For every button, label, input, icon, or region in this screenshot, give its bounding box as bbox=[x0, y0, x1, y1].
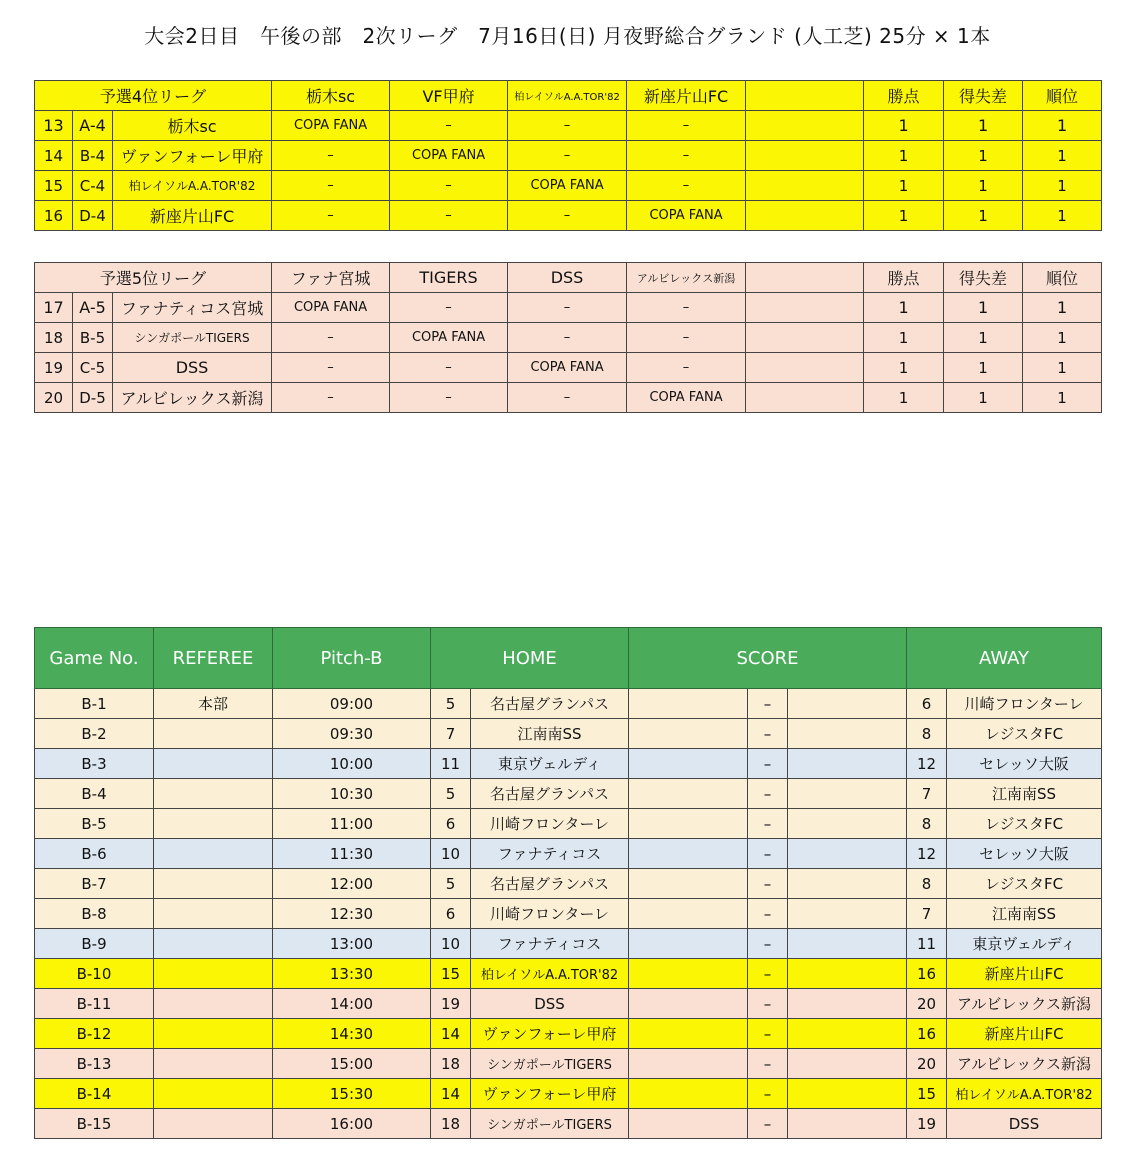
away-team-name: アルビレックス新潟 bbox=[947, 989, 1102, 1019]
home-score[interactable] bbox=[629, 809, 748, 839]
schedule-table bbox=[34, 627, 1102, 1139]
pitch-header: Pitch-B bbox=[273, 628, 431, 689]
result-cell bbox=[746, 293, 864, 323]
league4-diff-header: 得失差 bbox=[944, 81, 1023, 111]
league5-col: アルビレックス新潟 bbox=[627, 263, 746, 293]
kickoff-time: 13:30 bbox=[273, 959, 431, 989]
game-number: B-14 bbox=[35, 1079, 154, 1109]
game-number: B-2 bbox=[35, 719, 154, 749]
result-cell: – bbox=[627, 323, 746, 353]
match-row bbox=[35, 779, 1102, 809]
away-team-number: 12 bbox=[907, 749, 947, 779]
points-cell: 1 bbox=[864, 171, 944, 201]
result-cell: – bbox=[272, 383, 390, 413]
league4-table bbox=[34, 80, 1102, 231]
team-name: 栃木sc bbox=[113, 111, 272, 141]
referee-cell bbox=[154, 839, 273, 869]
result-cell: – bbox=[508, 201, 627, 231]
result-cell: COPA FANA bbox=[508, 353, 627, 383]
referee-cell bbox=[154, 809, 273, 839]
result-cell: – bbox=[272, 141, 390, 171]
result-cell: – bbox=[627, 141, 746, 171]
team-name: 柏レイソルA.A.TOR'82 bbox=[113, 171, 272, 201]
score-separator: – bbox=[748, 899, 788, 929]
league5-row bbox=[35, 353, 1102, 383]
rank-cell: 1 bbox=[1023, 141, 1102, 171]
diff-cell: 1 bbox=[944, 383, 1023, 413]
score-separator: – bbox=[748, 779, 788, 809]
result-cell: – bbox=[390, 383, 508, 413]
result-cell: COPA FANA bbox=[627, 201, 746, 231]
score-separator: – bbox=[748, 989, 788, 1019]
referee-header: REFEREE bbox=[154, 628, 273, 689]
home-team-name: DSS bbox=[471, 989, 629, 1019]
league4-heading: 予選4位リーグ bbox=[35, 81, 272, 111]
points-cell: 1 bbox=[864, 141, 944, 171]
away-team-number: 8 bbox=[907, 719, 947, 749]
away-team-name: 新座片山FC bbox=[947, 959, 1102, 989]
league5-rank-header: 順位 bbox=[1023, 263, 1102, 293]
result-cell: – bbox=[390, 293, 508, 323]
rank-cell: 1 bbox=[1023, 111, 1102, 141]
game-number: B-1 bbox=[35, 689, 154, 719]
referee-cell bbox=[154, 989, 273, 1019]
result-cell: – bbox=[390, 353, 508, 383]
match-row bbox=[35, 839, 1102, 869]
home-score[interactable] bbox=[629, 779, 748, 809]
score-separator: – bbox=[748, 749, 788, 779]
away-score[interactable] bbox=[788, 899, 907, 929]
game-no-header: Game No. bbox=[35, 628, 154, 689]
match-row bbox=[35, 1019, 1102, 1049]
referee-cell bbox=[154, 1049, 273, 1079]
result-cell: – bbox=[508, 111, 627, 141]
match-row bbox=[35, 689, 1102, 719]
away-team-number: 8 bbox=[907, 809, 947, 839]
home-score[interactable] bbox=[629, 929, 748, 959]
kickoff-time: 12:30 bbox=[273, 899, 431, 929]
rank-cell: 1 bbox=[1023, 293, 1102, 323]
team-number: 18 bbox=[35, 323, 73, 353]
score-separator: – bbox=[748, 929, 788, 959]
result-cell bbox=[746, 111, 864, 141]
referee-cell: 本部 bbox=[154, 689, 273, 719]
away-score[interactable] bbox=[788, 689, 907, 719]
match-row bbox=[35, 1109, 1102, 1139]
home-team-number: 10 bbox=[431, 929, 471, 959]
match-row bbox=[35, 719, 1102, 749]
home-header: HOME bbox=[431, 628, 629, 689]
away-score[interactable] bbox=[788, 779, 907, 809]
league4-col: 新座片山FC bbox=[627, 81, 746, 111]
result-cell: COPA FANA bbox=[272, 293, 390, 323]
page-title: 大会2日目 午後の部 2次リーグ 7月16日(日) 月夜野総合グランド (人工芝) 25分 × 1本 bbox=[144, 24, 991, 48]
home-team-name: 名古屋グランパス bbox=[471, 689, 629, 719]
kickoff-time: 11:30 bbox=[273, 839, 431, 869]
away-score[interactable] bbox=[788, 929, 907, 959]
team-name: ヴァンフォーレ甲府 bbox=[113, 141, 272, 171]
points-cell: 1 bbox=[864, 111, 944, 141]
league4-row bbox=[35, 171, 1102, 201]
result-cell: – bbox=[390, 201, 508, 231]
team-name: DSS bbox=[113, 353, 272, 383]
home-team-number: 5 bbox=[431, 779, 471, 809]
league4-header-row bbox=[35, 81, 1102, 111]
referee-cell bbox=[154, 1109, 273, 1139]
match-row bbox=[35, 809, 1102, 839]
kickoff-time: 14:00 bbox=[273, 989, 431, 1019]
group-code: C-5 bbox=[73, 353, 113, 383]
league5-row bbox=[35, 383, 1102, 413]
result-cell: – bbox=[627, 171, 746, 201]
result-cell: – bbox=[508, 383, 627, 413]
home-score[interactable] bbox=[629, 719, 748, 749]
team-number: 14 bbox=[35, 141, 73, 171]
referee-cell bbox=[154, 959, 273, 989]
diff-cell: 1 bbox=[944, 323, 1023, 353]
result-cell: – bbox=[272, 201, 390, 231]
home-team-name: ヴァンフォーレ甲府 bbox=[471, 1019, 629, 1049]
league5-header-row bbox=[35, 263, 1102, 293]
league5-col bbox=[746, 263, 864, 293]
home-score[interactable] bbox=[629, 1049, 748, 1079]
home-team-name: 江南南SS bbox=[471, 719, 629, 749]
league5-col: DSS bbox=[508, 263, 627, 293]
team-name: アルビレックス新潟 bbox=[113, 383, 272, 413]
game-number: B-4 bbox=[35, 779, 154, 809]
away-team-name: セレッソ大阪 bbox=[947, 839, 1102, 869]
result-cell: – bbox=[508, 323, 627, 353]
league4-rank-header: 順位 bbox=[1023, 81, 1102, 111]
away-team-name: 東京ヴェルディ bbox=[947, 929, 1102, 959]
referee-cell bbox=[154, 1019, 273, 1049]
league5-table bbox=[34, 262, 1102, 413]
referee-cell bbox=[154, 749, 273, 779]
league4-col bbox=[746, 81, 864, 111]
home-score[interactable] bbox=[629, 689, 748, 719]
result-cell: – bbox=[627, 293, 746, 323]
home-team-number: 18 bbox=[431, 1109, 471, 1139]
kickoff-time: 10:30 bbox=[273, 779, 431, 809]
away-team-name: DSS bbox=[947, 1109, 1102, 1139]
away-score[interactable] bbox=[788, 809, 907, 839]
diff-cell: 1 bbox=[944, 171, 1023, 201]
group-code: B-4 bbox=[73, 141, 113, 171]
home-team-name: 名古屋グランパス bbox=[471, 779, 629, 809]
points-cell: 1 bbox=[864, 293, 944, 323]
score-separator: – bbox=[748, 1079, 788, 1109]
kickoff-time: 12:00 bbox=[273, 869, 431, 899]
away-score[interactable] bbox=[788, 1019, 907, 1049]
home-team-name: 名古屋グランパス bbox=[471, 869, 629, 899]
team-number: 16 bbox=[35, 201, 73, 231]
result-cell: – bbox=[627, 353, 746, 383]
game-number: B-3 bbox=[35, 749, 154, 779]
result-cell: – bbox=[390, 171, 508, 201]
score-separator: – bbox=[748, 959, 788, 989]
result-cell: – bbox=[627, 111, 746, 141]
home-team-name: ファナティコス bbox=[471, 839, 629, 869]
home-team-number: 14 bbox=[431, 1079, 471, 1109]
away-score[interactable] bbox=[788, 719, 907, 749]
league4-row bbox=[35, 141, 1102, 171]
away-team-number: 12 bbox=[907, 839, 947, 869]
team-name: シンガポールTIGERS bbox=[113, 323, 272, 353]
away-team-name: レジスタFC bbox=[947, 869, 1102, 899]
home-team-name: 川崎フロンターレ bbox=[471, 899, 629, 929]
match-row bbox=[35, 1079, 1102, 1109]
home-score[interactable] bbox=[629, 959, 748, 989]
result-cell: COPA FANA bbox=[272, 111, 390, 141]
kickoff-time: 09:30 bbox=[273, 719, 431, 749]
game-number: B-15 bbox=[35, 1109, 154, 1139]
group-code: A-4 bbox=[73, 111, 113, 141]
kickoff-time: 15:00 bbox=[273, 1049, 431, 1079]
away-team-number: 20 bbox=[907, 989, 947, 1019]
score-separator: – bbox=[748, 809, 788, 839]
score-separator: – bbox=[748, 1019, 788, 1049]
result-cell: – bbox=[508, 293, 627, 323]
diff-cell: 1 bbox=[944, 111, 1023, 141]
referee-cell bbox=[154, 1079, 273, 1109]
away-team-name: アルビレックス新潟 bbox=[947, 1049, 1102, 1079]
league5-col: ファナ宮城 bbox=[272, 263, 390, 293]
home-team-name: 東京ヴェルディ bbox=[471, 749, 629, 779]
group-code: D-4 bbox=[73, 201, 113, 231]
away-team-name: レジスタFC bbox=[947, 719, 1102, 749]
game-number: B-6 bbox=[35, 839, 154, 869]
score-separator: – bbox=[748, 1049, 788, 1079]
result-cell bbox=[746, 353, 864, 383]
match-row bbox=[35, 959, 1102, 989]
away-header: AWAY bbox=[907, 628, 1102, 689]
home-team-name: シンガポールTIGERS bbox=[471, 1049, 629, 1079]
kickoff-time: 16:00 bbox=[273, 1109, 431, 1139]
game-number: B-11 bbox=[35, 989, 154, 1019]
kickoff-time: 11:00 bbox=[273, 809, 431, 839]
away-score[interactable] bbox=[788, 869, 907, 899]
away-team-name: 柏レイソルA.A.TOR'82 bbox=[947, 1079, 1102, 1109]
referee-cell bbox=[154, 719, 273, 749]
score-separator: – bbox=[748, 869, 788, 899]
game-number: B-5 bbox=[35, 809, 154, 839]
game-number: B-13 bbox=[35, 1049, 154, 1079]
match-row bbox=[35, 929, 1102, 959]
team-number: 17 bbox=[35, 293, 73, 323]
away-team-number: 7 bbox=[907, 899, 947, 929]
kickoff-time: 10:00 bbox=[273, 749, 431, 779]
home-score[interactable] bbox=[629, 1079, 748, 1109]
group-code: D-5 bbox=[73, 383, 113, 413]
away-team-number: 7 bbox=[907, 779, 947, 809]
league5-row bbox=[35, 323, 1102, 353]
match-row bbox=[35, 989, 1102, 1019]
team-number: 15 bbox=[35, 171, 73, 201]
away-team-number: 8 bbox=[907, 869, 947, 899]
home-team-number: 6 bbox=[431, 899, 471, 929]
home-team-number: 11 bbox=[431, 749, 471, 779]
home-score[interactable] bbox=[629, 839, 748, 869]
away-team-name: 江南南SS bbox=[947, 779, 1102, 809]
home-team-number: 6 bbox=[431, 809, 471, 839]
league4-col: VF甲府 bbox=[390, 81, 508, 111]
points-cell: 1 bbox=[864, 353, 944, 383]
league5-row bbox=[35, 293, 1102, 323]
away-team-number: 16 bbox=[907, 1019, 947, 1049]
result-cell bbox=[746, 323, 864, 353]
away-score[interactable] bbox=[788, 749, 907, 779]
home-team-number: 10 bbox=[431, 839, 471, 869]
result-cell: COPA FANA bbox=[627, 383, 746, 413]
home-score[interactable] bbox=[629, 1109, 748, 1139]
diff-cell: 1 bbox=[944, 293, 1023, 323]
home-team-number: 14 bbox=[431, 1019, 471, 1049]
home-team-name: ファナティコス bbox=[471, 929, 629, 959]
away-team-name: レジスタFC bbox=[947, 809, 1102, 839]
match-row bbox=[35, 749, 1102, 779]
diff-cell: 1 bbox=[944, 353, 1023, 383]
away-team-number: 19 bbox=[907, 1109, 947, 1139]
result-cell bbox=[746, 141, 864, 171]
points-cell: 1 bbox=[864, 323, 944, 353]
rank-cell: 1 bbox=[1023, 323, 1102, 353]
home-team-name: 川崎フロンターレ bbox=[471, 809, 629, 839]
home-team-name: シンガポールTIGERS bbox=[471, 1109, 629, 1139]
league5-heading: 予選5位リーグ bbox=[35, 263, 272, 293]
home-team-number: 15 bbox=[431, 959, 471, 989]
away-score[interactable] bbox=[788, 839, 907, 869]
home-team-number: 19 bbox=[431, 989, 471, 1019]
game-number: B-10 bbox=[35, 959, 154, 989]
away-score[interactable] bbox=[788, 1049, 907, 1079]
away-score[interactable] bbox=[788, 959, 907, 989]
result-cell: – bbox=[272, 171, 390, 201]
result-cell: – bbox=[272, 323, 390, 353]
points-cell: 1 bbox=[864, 201, 944, 231]
result-cell bbox=[746, 171, 864, 201]
referee-cell bbox=[154, 779, 273, 809]
league5-col: TIGERS bbox=[390, 263, 508, 293]
schedule-header-row bbox=[35, 628, 1102, 689]
referee-cell bbox=[154, 929, 273, 959]
away-team-number: 11 bbox=[907, 929, 947, 959]
away-team-number: 6 bbox=[907, 689, 947, 719]
home-score[interactable] bbox=[629, 749, 748, 779]
group-code: C-4 bbox=[73, 171, 113, 201]
home-score[interactable] bbox=[629, 989, 748, 1019]
game-number: B-7 bbox=[35, 869, 154, 899]
league4-points-header: 勝点 bbox=[864, 81, 944, 111]
group-code: B-5 bbox=[73, 323, 113, 353]
home-score[interactable] bbox=[629, 899, 748, 929]
league4-row bbox=[35, 111, 1102, 141]
result-cell: – bbox=[272, 353, 390, 383]
kickoff-time: 13:00 bbox=[273, 929, 431, 959]
result-cell bbox=[746, 201, 864, 231]
game-number: B-12 bbox=[35, 1019, 154, 1049]
away-score[interactable] bbox=[788, 989, 907, 1019]
diff-cell: 1 bbox=[944, 201, 1023, 231]
kickoff-time: 15:30 bbox=[273, 1079, 431, 1109]
league4-row bbox=[35, 201, 1102, 231]
match-row bbox=[35, 869, 1102, 899]
referee-cell bbox=[154, 899, 273, 929]
team-name: 新座片山FC bbox=[113, 201, 272, 231]
result-cell: COPA FANA bbox=[390, 141, 508, 171]
away-team-name: 新座片山FC bbox=[947, 1019, 1102, 1049]
match-row bbox=[35, 1049, 1102, 1079]
league5-points-header: 勝点 bbox=[864, 263, 944, 293]
rank-cell: 1 bbox=[1023, 171, 1102, 201]
league4-col: 柏レイソルA.A.TOR'82 bbox=[508, 81, 627, 111]
team-number: 19 bbox=[35, 353, 73, 383]
away-score[interactable] bbox=[788, 1109, 907, 1139]
game-number: B-8 bbox=[35, 899, 154, 929]
home-score[interactable] bbox=[629, 869, 748, 899]
league5-diff-header: 得失差 bbox=[944, 263, 1023, 293]
league4-col: 栃木sc bbox=[272, 81, 390, 111]
home-team-number: 5 bbox=[431, 869, 471, 899]
referee-cell bbox=[154, 869, 273, 899]
team-number: 13 bbox=[35, 111, 73, 141]
home-team-number: 7 bbox=[431, 719, 471, 749]
away-team-name: 江南南SS bbox=[947, 899, 1102, 929]
home-team-name: ヴァンフォーレ甲府 bbox=[471, 1079, 629, 1109]
game-number: B-9 bbox=[35, 929, 154, 959]
away-team-number: 15 bbox=[907, 1079, 947, 1109]
rank-cell: 1 bbox=[1023, 383, 1102, 413]
away-score[interactable] bbox=[788, 1079, 907, 1109]
home-team-number: 18 bbox=[431, 1049, 471, 1079]
rank-cell: 1 bbox=[1023, 201, 1102, 231]
points-cell: 1 bbox=[864, 383, 944, 413]
away-team-number: 20 bbox=[907, 1049, 947, 1079]
score-header: SCORE bbox=[629, 628, 907, 689]
away-team-number: 16 bbox=[907, 959, 947, 989]
result-cell: COPA FANA bbox=[508, 171, 627, 201]
home-team-number: 5 bbox=[431, 689, 471, 719]
diff-cell: 1 bbox=[944, 141, 1023, 171]
score-separator: – bbox=[748, 719, 788, 749]
result-cell: COPA FANA bbox=[390, 323, 508, 353]
away-team-name: セレッソ大阪 bbox=[947, 749, 1102, 779]
kickoff-time: 14:30 bbox=[273, 1019, 431, 1049]
team-name: ファナティコス宮城 bbox=[113, 293, 272, 323]
rank-cell: 1 bbox=[1023, 353, 1102, 383]
result-cell: – bbox=[390, 111, 508, 141]
kickoff-time: 09:00 bbox=[273, 689, 431, 719]
away-team-name: 川崎フロンターレ bbox=[947, 689, 1102, 719]
score-separator: – bbox=[748, 1109, 788, 1139]
score-separator: – bbox=[748, 689, 788, 719]
match-row bbox=[35, 899, 1102, 929]
result-cell bbox=[746, 383, 864, 413]
group-code: A-5 bbox=[73, 293, 113, 323]
score-separator: – bbox=[748, 839, 788, 869]
home-score[interactable] bbox=[629, 1019, 748, 1049]
team-number: 20 bbox=[35, 383, 73, 413]
result-cell: – bbox=[508, 141, 627, 171]
home-team-name: 柏レイソルA.A.TOR'82 bbox=[471, 959, 629, 989]
